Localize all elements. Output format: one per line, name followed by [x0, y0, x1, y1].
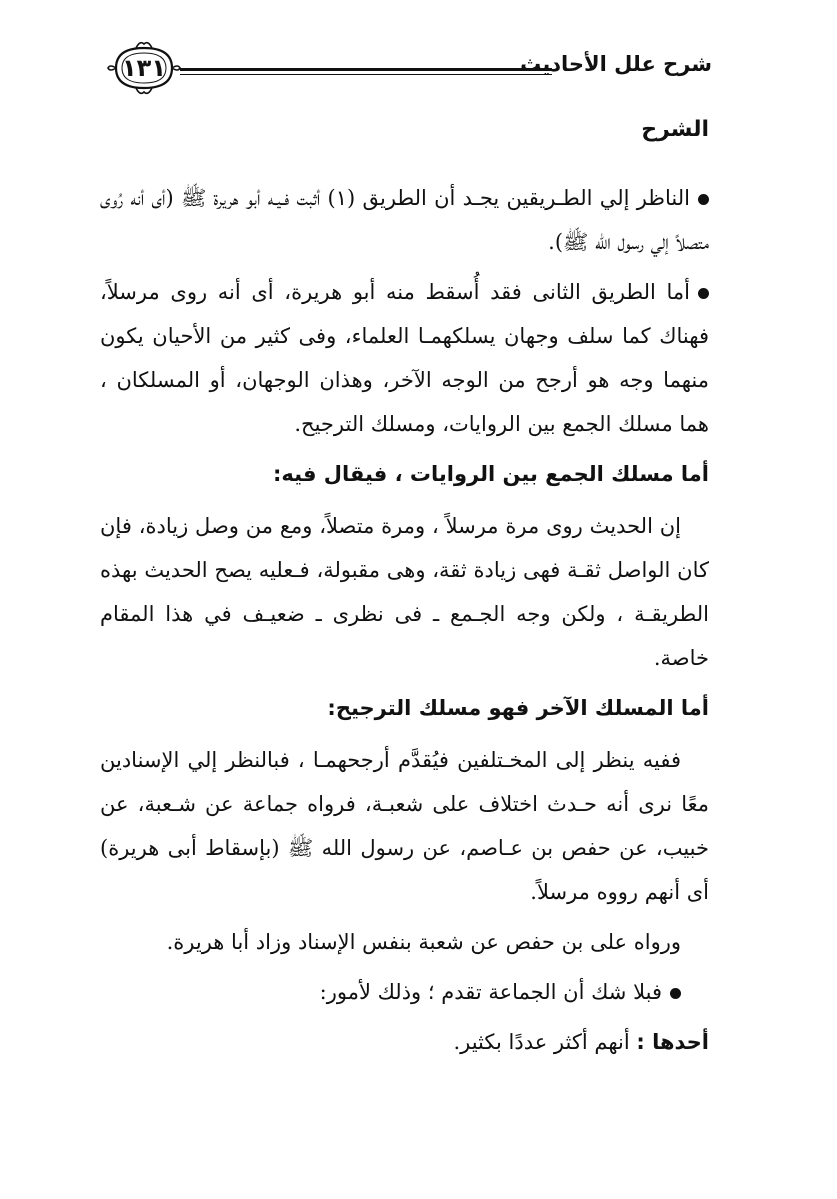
- paragraph-1-text: الناظر إلي الطـريقين يجـد أن الطريق (١) أثبت فـيـه أبو هريرة ﷺ (أى أنه رُوى متصلاً إلي رسول الله ﷺ).: [100, 186, 709, 254]
- paragraph-3: إن الحديث روى مرة مرسلاً ، ومرة متصلاً، ومع من وصل زيادة، فإن كان الواصل ثقـة فهى زيادة ثقة، وهى مقبولة، فـعليه يصح الحديث بهذه الطريقـة ، ولكن وجه الجـمع ـ فى نظرى ـ ضعيـف في هذا المقام خاصة.: [100, 514, 709, 670]
- paragraph-2-text: أما الطريق الثانى فقد أُسقط منه أبو هريرة، أى أنه روى مرسلاً، فهناك كما سلف وجهان يسلكهمـا العلماء، وفى كثير من الأحيان يكون منهما وجه هو أرجح من الوجه الآخر، وهذان الوجهان، أو المسلكان ، هما مسلك الجمع بين الروايات، ومسلك الترجيح.: [100, 280, 709, 436]
- section-title: الشرح: [641, 117, 709, 142]
- page-number: ١٣١: [122, 54, 166, 82]
- paragraph-2: [100, 270, 709, 446]
- page-header: [100, 38, 712, 98]
- bullet-icon: [698, 194, 709, 205]
- page-number-badge: [106, 38, 182, 98]
- subheading-combination: أما مسلك الجمع بين الروايات ، فيقال فيه:: [272, 462, 709, 486]
- paragraph-7-text: أنهم أكثر عددًا بكثير.: [453, 1030, 630, 1054]
- paragraph-7-lead: أحدها :: [636, 1030, 709, 1054]
- bullet-icon: [670, 988, 681, 999]
- paragraph-7: [100, 1020, 709, 1064]
- paragraph-4: ففيه ينظر إلى المخـتلفين فيُقدَّم أرجحهمـا ، فبالنظر إلي الإسنادين معًا نرى أنه حـدث اختلاف على شعبـة، فرواه جماعة عن شـعبة، عن خبيب، عن حفص بن عـاصم، عن رسول الله ﷺ (بإسقاط أبى هريرة) أى أنهم رووه مرسلاً.: [100, 748, 709, 904]
- bullet-icon: [698, 288, 709, 299]
- paragraph-1: [100, 176, 709, 264]
- page-body: [100, 112, 709, 1070]
- paragraph-5: ورواه على بن حفص عن شعبة بنفس الإسناد وزاد أبا هريرة.: [166, 930, 681, 954]
- running-title: شرح علل الأحاديث: [520, 52, 712, 76]
- paragraph-6: [100, 970, 709, 1014]
- header-rule: [180, 68, 552, 71]
- paragraph-6-text: فبلا شك أن الجماعة تقدم ؛ وذلك لأمور:: [319, 980, 662, 1004]
- header-rule-thin: [180, 74, 552, 75]
- subheading-preference: أما المسلك الآخر فهو مسلك الترجيح:: [327, 696, 709, 720]
